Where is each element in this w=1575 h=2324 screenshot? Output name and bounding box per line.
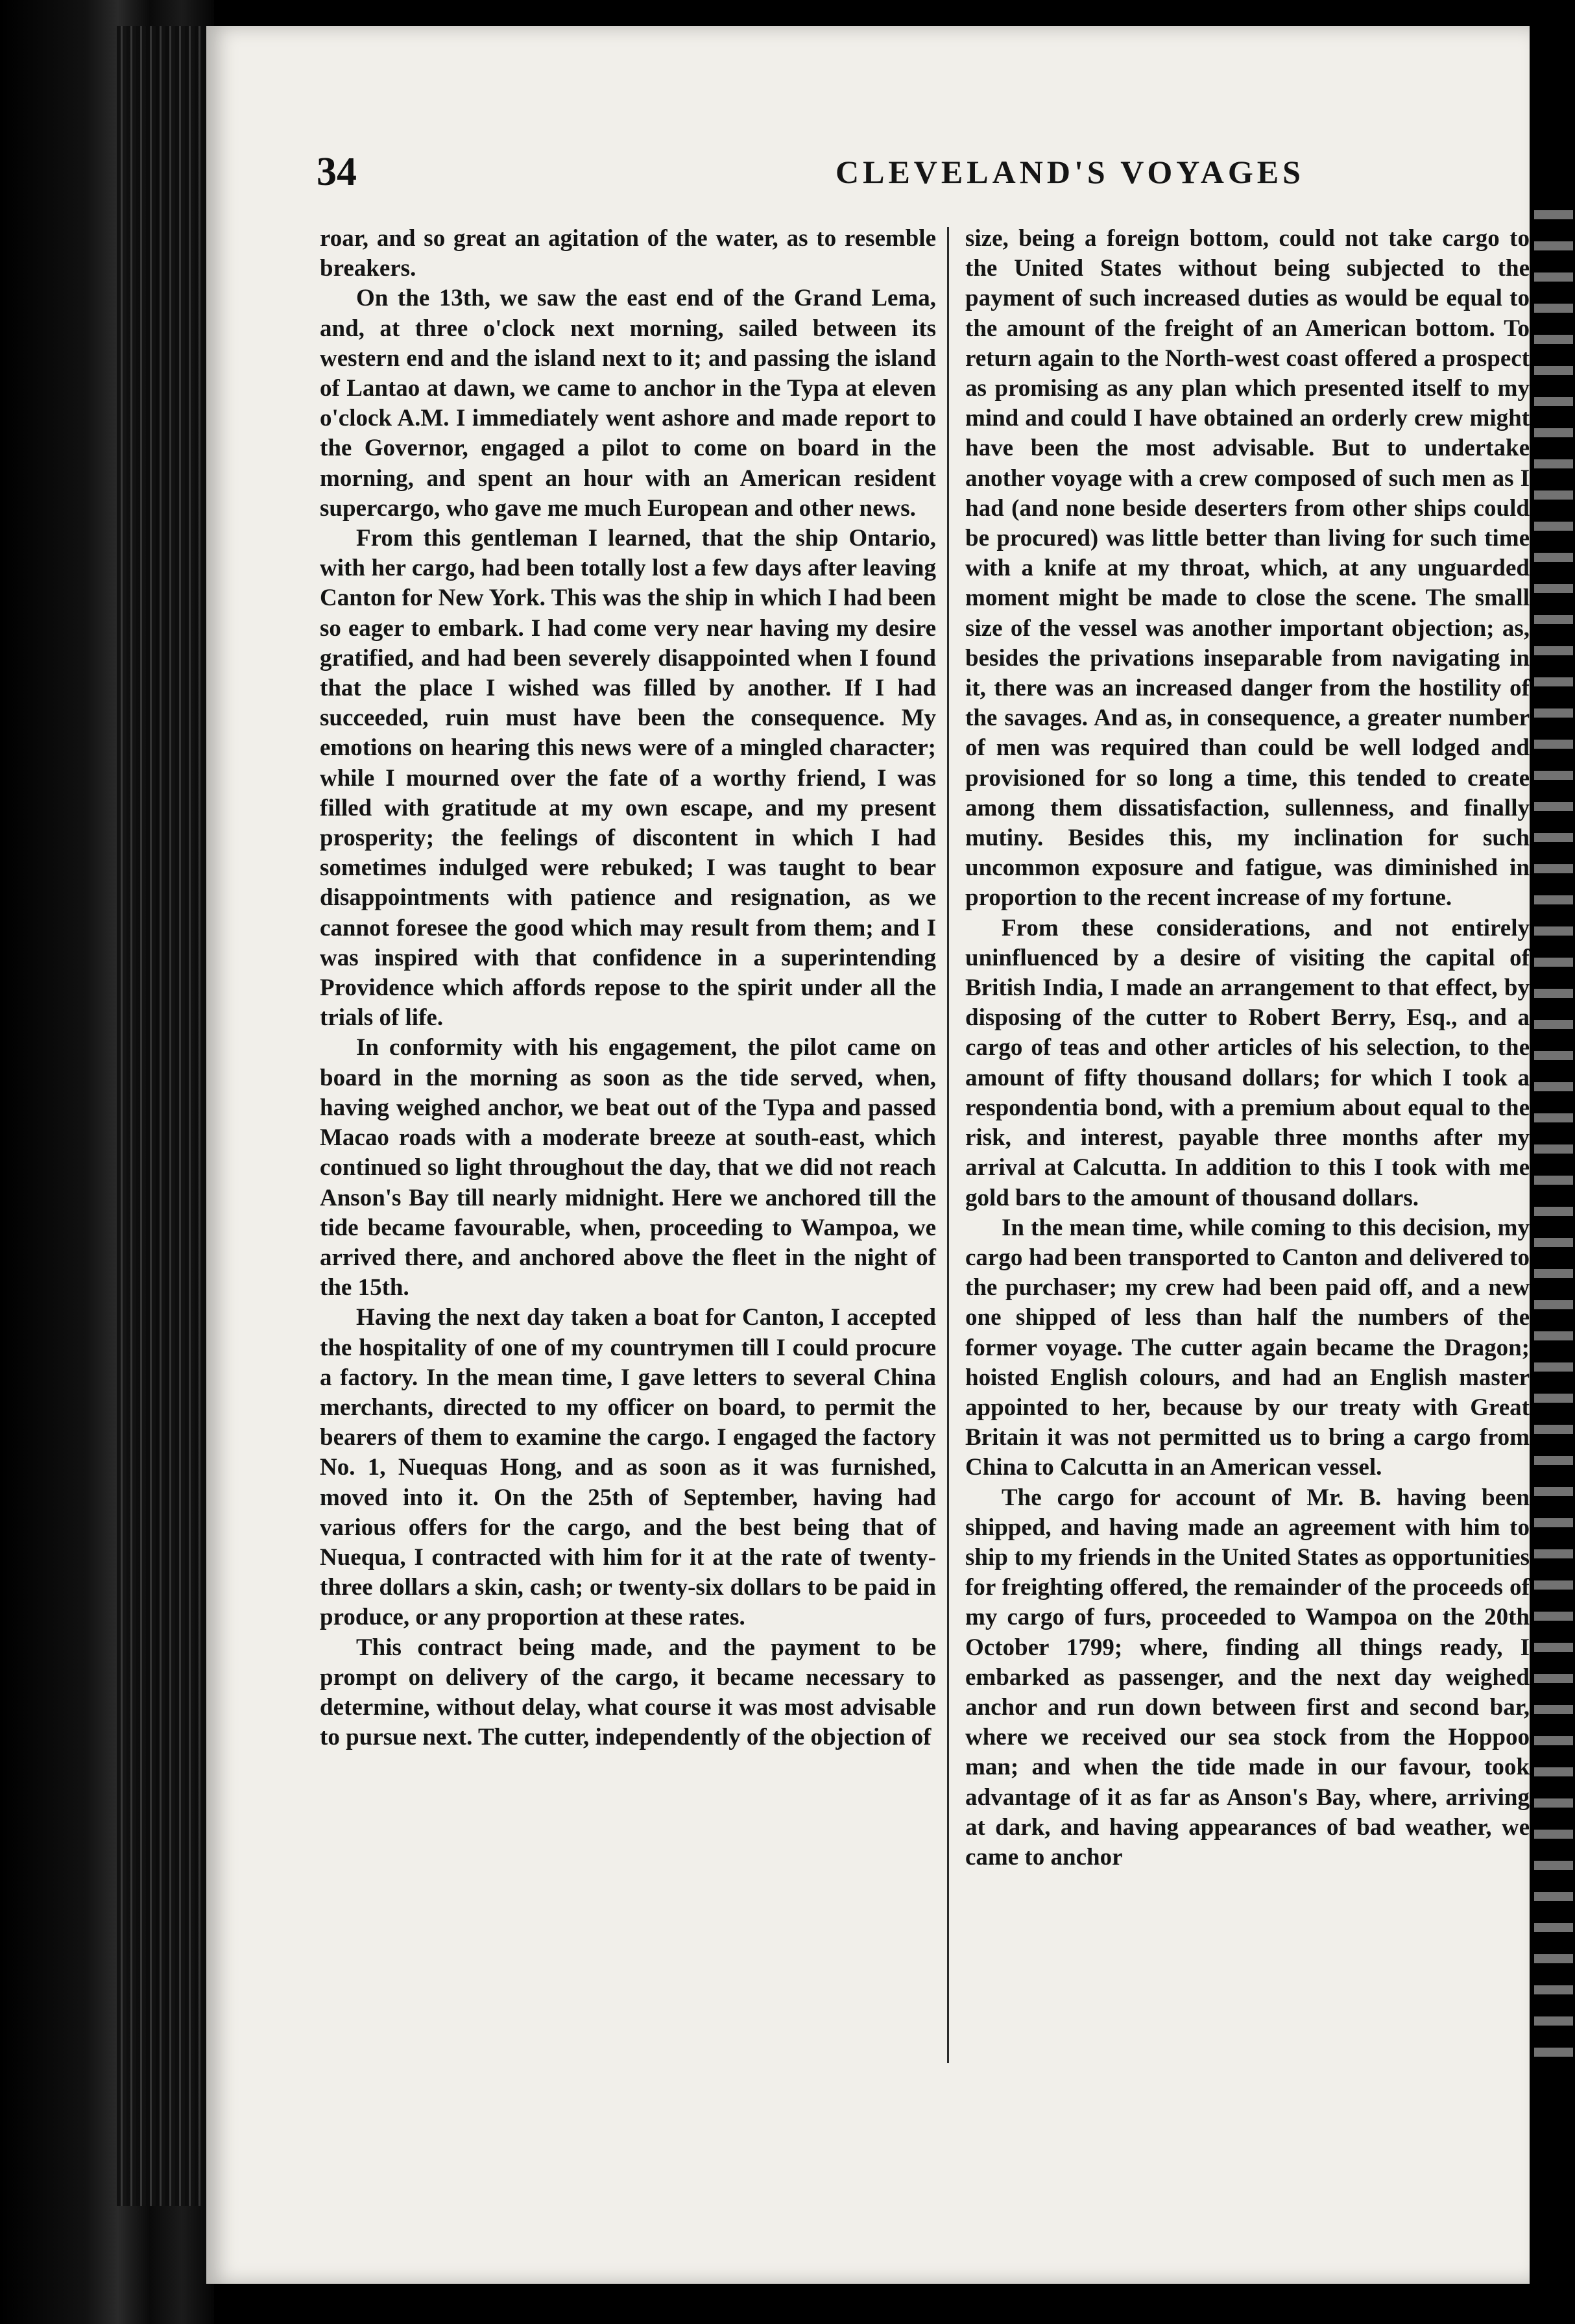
- left-paragraph-6: This contract being made, and the payment to be prompt on delivery of the cargo, it became necessary to determine, without delay, what course it was most advisable to pursue next. The cutter, independently of the objection of: [320, 1634, 936, 1751]
- page-edges: [117, 26, 201, 2206]
- page-number: 34: [317, 150, 357, 194]
- left-paragraph-5: Having the next day taken a boat for Canton, I accepted the hospitality of one of my countrymen till I could procure a factory. In the mean time, I gave letters to several China merchants, directed to my officer on board, to permit the bearers of them to examine the cargo. I engaged the factory No. 1, Nuequas Hong, and as soon as it was furnished, moved into it. On the 25th of September, having had various offers for the cargo, and the best being that of Nuequa, I contracted with him for it at the rate of twenty-three dollars a skin, cash; or twenty-six dollars to be paid in produce, or any proportion at these rates.: [320, 1304, 936, 1631]
- left-paragraph-4: In conformity with his engagement, the pilot came on board in the morning as soon as the tide served, when, having weighed anchor, we beat out of the Typa and passed Macao roads with a moderate breeze at south-east, which continued so light throughout the day, that we did not reach Anson's Bay till nearly midnight. Here we anchored till the tide became favourable, when, proceeding to Wampoa, we arrived there, and anchored above the fleet in the night of the 15th.: [320, 1034, 936, 1301]
- right-paragraph-1: size, being a foreign bottom, could not take cargo to the United States without being subjected to the payment of such increased duties as would be equal to the amount of the freight of an American bottom. To return again to the North-west coast offered a prospect as promising as any plan which presented itself to my mind and could I have obtained an orderly crew might have been the most advisable. But to undertake another voyage with a crew composed of such men as I had (and none beside deserters from other ships could be procured) was little better than living for such time with a knife at my throat, which, at any unguarded moment might be made to close the scene. The small size of the vessel was another important objection; as, besides the privations inseparable from navigating in it, there was an increased danger from the hostility of the savages. And as, in consequence, a greater number of men was required than could be well lodged and provisioned for so long a time, this tended to create among them dissatisfaction, sullenness, and finally mutiny. Besides this, my inclination for such uncommon exposure and fatigue, was diminished in proportion to the recent increase of my fortune.: [965, 225, 1530, 912]
- left-column: [320, 224, 936, 1752]
- page-header: [317, 149, 1530, 201]
- left-paragraph-1: roar, and so great an agitation of the water, as to resemble breakers.: [320, 225, 936, 282]
- left-paragraph-3: From this gentleman I learned, that the ship Ontario, with her cargo, had been totally lost a few days after leaving Canton for New York. This was the ship in which I had been so eager to embark. I had come very near having my desire gratified, and had been severely disappointed when I found that the place I wished was filled by another. If I had succeeded, ruin must have been the consequence. My emotions on hearing this news were of a mingled character; while I mourned over the fate of a worthy friend, I was filled with gratitude at my own escape, and my present prosperity; the feelings of discontent in which I had sometimes indulged were rebuked; I was taught to bear disappointments with patience and resignation, as we cannot foresee the good which may result from them; and I was inspired with that confidence in a superintending Providence which affords repose to the spirit under all the trials of life.: [320, 525, 936, 1032]
- left-paragraph-2: On the 13th, we saw the east end of the Grand Lema, and, at three o'clock next morning, sailed between its western end and the island next to it; and passing the island of Lantao at dawn, we came to anchor in the Typa at eleven o'clock A.M. I immediately went ashore and made report to the Governor, engaged a pilot to come on board in the morning, and spent an hour with an American resident supercargo, who gave me much European and other news.: [320, 285, 936, 522]
- right-column: [965, 224, 1530, 1872]
- facing-page-text-fragment: [1534, 195, 1573, 2076]
- column-divider: [947, 227, 949, 2063]
- right-paragraph-3: In the mean time, while coming to this decision, my cargo had been transported to Canton and delivered to the purchaser; my crew had been paid off, and a new one shipped of less than half the numbers of the former voyage. The cutter again became the Dragon; hoisted English colours, and had an English master appointed to her, because by our treaty with Great Britain it was not permitted us to bring a cargo from China to Calcutta in an American vessel.: [965, 1214, 1530, 1481]
- book-page: [206, 26, 1530, 2284]
- right-paragraph-2: From these considerations, and not entirely uninfluenced by a desire of visiting the capital of British India, I made an arrangement to that effect, by disposing of the cutter to Robert Berry, Esq., and a cargo of teas and other articles of his selection, to the amount of fifty thousand dollars; for which I took a respondentia bond, with a premium about equal to the risk, and interest, payable three months after my arrival at Calcutta. In addition to this I took with me gold bars to the amount of thousand dollars.: [965, 914, 1530, 1211]
- right-paragraph-4: The cargo for account of Mr. B. having been shipped, and having made an agreement with him to ship to my friends in the United States as opportunities for freighting offered, the remainder of the proceeds of my cargo of furs, proceeded to Wampoa on the 20th October 1799; where, finding all things ready, I embarked as passenger, and the next day weighed anchor and run down between first and second bar, where we received our sea stock from the Hoppoo man; and when the tide made in our favour, took advantage of it as far as Anson's Bay, where, arriving at dark, and having appearances of bad weather, we came to anchor: [965, 1484, 1530, 1870]
- running-title: CLEVELAND'S VOYAGES: [836, 154, 1304, 190]
